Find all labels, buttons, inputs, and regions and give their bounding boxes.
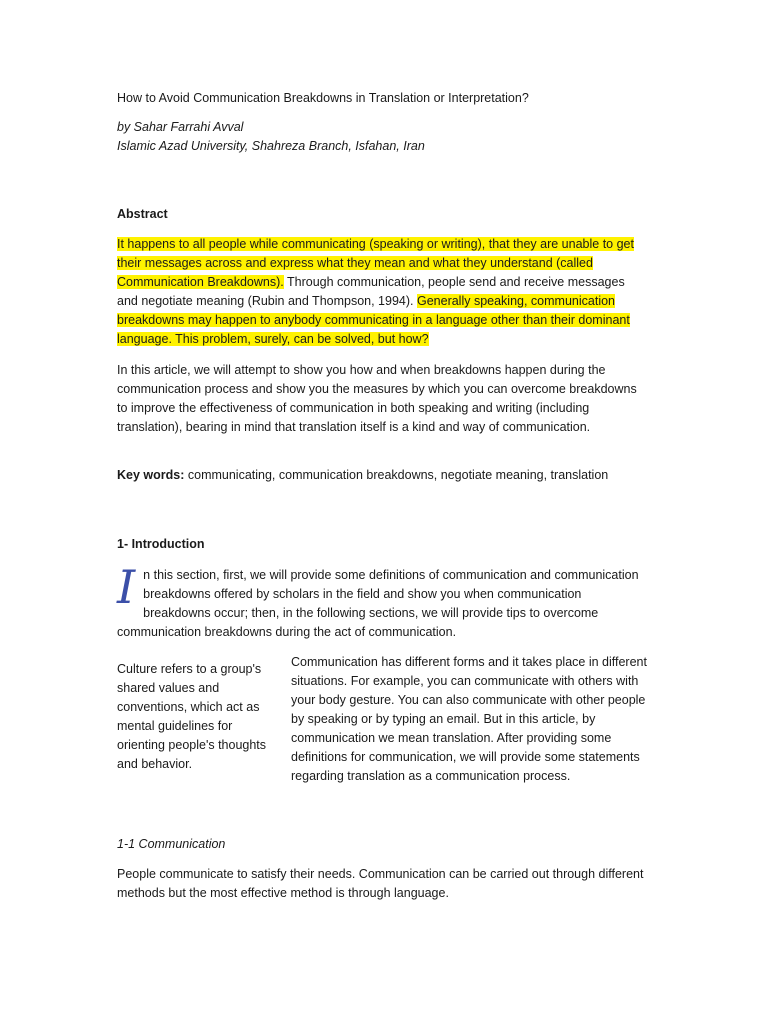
page-title: How to Avoid Communication Breakdowns in Translation or Interpretation? <box>117 91 529 105</box>
highlighted-text: Generally speaking, communication breakdowns may happen to anybody communicating in a language other than their dominant language. This problem, surely, can be solved, but how? <box>117 294 630 346</box>
abstract-paragraph-1 <box>117 235 645 349</box>
communication-heading: 1-1 Communication <box>117 837 226 851</box>
abstract-paragraph-2: In this article, we will attempt to show you how and when breakdowns happen during the communication process and show you the measures by which you can overcome breakdowns to improve the effectiveness of communication in both speaking and writing (including translation), bearing in mind that translation itself is a kind and way of communication. <box>117 363 637 434</box>
keywords-label: Key words: <box>117 468 185 482</box>
byline <box>117 118 645 156</box>
highlighted-text: It happens to all people while communicating (speaking or writing), that they are unable to get their messages across and express what they mean and what they understand (called Communication Breakdowns). <box>117 237 634 289</box>
abstract-text: Through communication, people send and receive messages and negotiate meaning (Rubin and Thompson, 1994). <box>117 275 625 308</box>
author-name: by Sahar Farrahi Avval <box>117 120 244 134</box>
keywords <box>117 466 645 485</box>
author-affiliation: Islamic Azad University, Shahreza Branch, Isfahan, Iran <box>117 139 425 153</box>
side-paragraph: Communication has different forms and it takes place in different situations. For example, you can communicate with others with your body gesture. You can also communicate with other people by speaking or by typing an email. But in this article, by communication we mean translation. After providing some definitions for communication, we will provide some statements regarding translation as a communication process. <box>291 655 647 783</box>
drop-cap: I <box>117 560 136 614</box>
pull-quote: Culture refers to a group's shared values and conventions, which act as mental guidelines for orienting people's thoughts and behavior. <box>117 662 267 771</box>
communication-paragraph: People communicate to satisfy their needs. Communication can be carried out through different methods but the most effective method is through language. <box>117 867 644 900</box>
introduction-text: n this section, first, we will provide some definitions of communication and communication breakdowns offered by scholars in the field and show you when communication breakdowns occur; then, in the following sections, we will provide tips to overcome communication breakdowns during the act of communication. <box>117 568 639 639</box>
abstract-heading: Abstract <box>117 207 168 221</box>
introduction-heading: 1- Introduction <box>117 537 205 551</box>
introduction-paragraph <box>117 560 645 642</box>
keywords-list: communicating, communication breakdowns, negotiate meaning, translation <box>184 468 609 482</box>
